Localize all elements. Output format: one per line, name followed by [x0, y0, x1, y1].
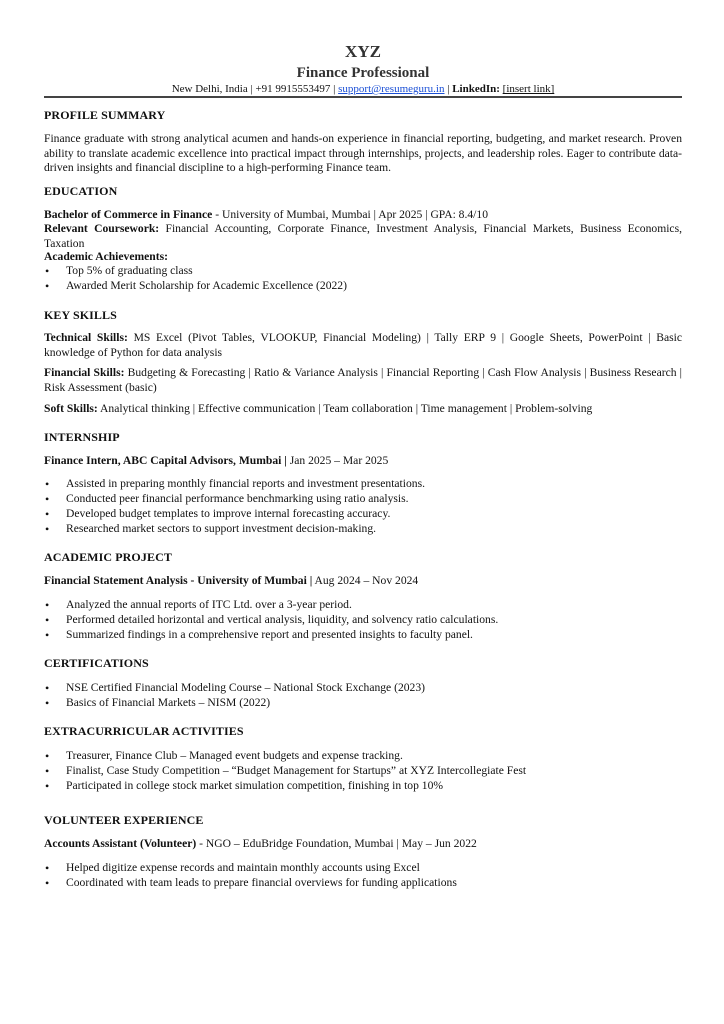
achievements-list [44, 264, 682, 294]
separator: | [247, 83, 256, 95]
list-item: • Participated in college stock market simulation competition, finishing in top 10% [44, 779, 682, 794]
section-heading-education: EDUCATION [44, 184, 118, 198]
education-degree-line [44, 208, 682, 223]
email-link[interactable]: support@resumeguru.in [338, 83, 445, 95]
internship-bullets [44, 477, 682, 537]
section-heading-skills: KEY SKILLS [44, 308, 117, 322]
section-heading-certifications: CERTIFICATIONS [44, 656, 149, 670]
list-item: • Top 5% of graduating class [44, 264, 682, 279]
list-item: • Researched market sectors to support investment decision-making. [44, 522, 682, 537]
achievements-label-text: Academic Achievements: [44, 250, 168, 263]
list-item: • Awarded Merit Scholarship for Academic Excellence (2022) [44, 279, 682, 294]
candidate-name: XYZ [345, 42, 381, 61]
list-item: • NSE Certified Financial Modeling Course – National Stock Exchange (2023) [44, 681, 682, 696]
certifications-bullets [44, 681, 682, 711]
financial-skills-label: Financial Skills: [44, 366, 125, 379]
contact-line [44, 83, 682, 96]
list-item: • Finalist, Case Study Competition – “Budget Management for Startups” at XYZ Intercollegiate Fest [44, 764, 682, 779]
soft-skills-label: Soft Skills: [44, 402, 98, 415]
linkedin-label: LinkedIn: [452, 83, 500, 95]
list-item: • Performed detailed horizontal and vertical analysis, liquidity, and solvency ratio calculations. [44, 613, 682, 628]
degree-details: - University of Mumbai, Mumbai | Apr 2025 | GPA: 8.4/10 [212, 208, 488, 221]
project-title: Financial Statement Analysis - University of Mumbai | [44, 574, 313, 587]
soft-skills-list: Analytical thinking | Effective communication | Team collaboration | Time management | Problem-solving [97, 402, 593, 415]
list-item: • Coordinated with team leads to prepare financial overviews for funding applications [44, 876, 682, 891]
coursework-list: Financial Accounting, Corporate Finance, Investment Analysis, Financial Markets, Business Economics, Taxation [44, 222, 682, 250]
section-heading-profile: PROFILE SUMMARY [44, 108, 166, 122]
list-item: • Conducted peer financial performance benchmarking using ratio analysis. [44, 492, 682, 507]
financial-skills-list: Budgeting & Forecasting | Ratio & Variance Analysis | Financial Reporting | Cash Flow Analysis | Business Research | Risk Assessment (basic) [44, 366, 682, 394]
coursework-label: Relevant Coursework: [44, 222, 160, 235]
section-heading-volunteer: VOLUNTEER EXPERIENCE [44, 813, 204, 827]
internship-dates: Jan 2025 – Mar 2025 [286, 454, 389, 467]
list-item: • Developed budget templates to improve internal forecasting accuracy. [44, 507, 682, 522]
header-divider [44, 96, 682, 98]
project-dates: Aug 2024 – Nov 2024 [312, 574, 419, 587]
technical-skills [44, 331, 682, 360]
volunteer-role: Accounts Assistant (Volunteer) [44, 837, 197, 850]
location: New Delhi, India [171, 83, 248, 95]
volunteer-bullets [44, 861, 682, 891]
list-item: • Assisted in preparing monthly financial reports and investment presentations. [44, 477, 682, 492]
soft-skills [44, 402, 682, 417]
phone: +91 9915553497 [255, 83, 331, 95]
separator: | [330, 83, 339, 95]
list-item: • Summarized findings in a comprehensive report and presented insights to faculty panel. [44, 628, 682, 643]
list-item: • Helped digitize expense records and maintain monthly accounts using Excel [44, 861, 682, 876]
degree-name: Bachelor of Commerce in Finance [44, 208, 213, 221]
project-bullets [44, 598, 682, 643]
candidate-title: Finance Professional [296, 65, 430, 81]
volunteer-role-line [44, 837, 682, 852]
internship-role-line [44, 454, 682, 469]
linkedin-link[interactable]: [insert link] [502, 83, 555, 95]
profile-summary-text: Finance graduate with strong analytical acumen and hands-on experience in financial reporting, budgeting, and market research. Proven ability to translate academic excellence into practical impact through internships, projects, and leadership roles. Eager to contribute data-driven insights and financial discipline to a high-performing Finance team. [44, 132, 682, 175]
project-title-line [44, 574, 682, 589]
extracurricular-bullets [44, 749, 682, 794]
list-item: • Basics of Financial Markets – NISM (2022) [44, 696, 682, 711]
section-heading-extracurricular: EXTRACURRICULAR ACTIVITIES [44, 724, 244, 738]
coursework-line [44, 222, 682, 251]
list-item: • Treasurer, Finance Club – Managed event budgets and expense tracking. [44, 749, 682, 764]
technical-skills-list: MS Excel (Pivot Tables, VLOOKUP, Financial Modeling) | Tally ERP 9 | Google Sheets, PowerPoint | Basic knowledge of Python for data analysis [44, 331, 682, 359]
section-heading-project: ACADEMIC PROJECT [44, 550, 172, 564]
section-heading-internship: INTERNSHIP [44, 430, 120, 444]
internship-role: Finance Intern, ABC Capital Advisors, Mumbai | [44, 454, 287, 467]
technical-skills-label: Technical Skills: [44, 331, 128, 344]
separator: | [444, 83, 453, 95]
achievements-label [44, 250, 682, 265]
list-item: • Analyzed the annual reports of ITC Ltd. over a 3-year period. [44, 598, 682, 613]
financial-skills [44, 366, 682, 395]
volunteer-details: - NGO – EduBridge Foundation, Mumbai | May – Jun 2022 [196, 837, 477, 850]
